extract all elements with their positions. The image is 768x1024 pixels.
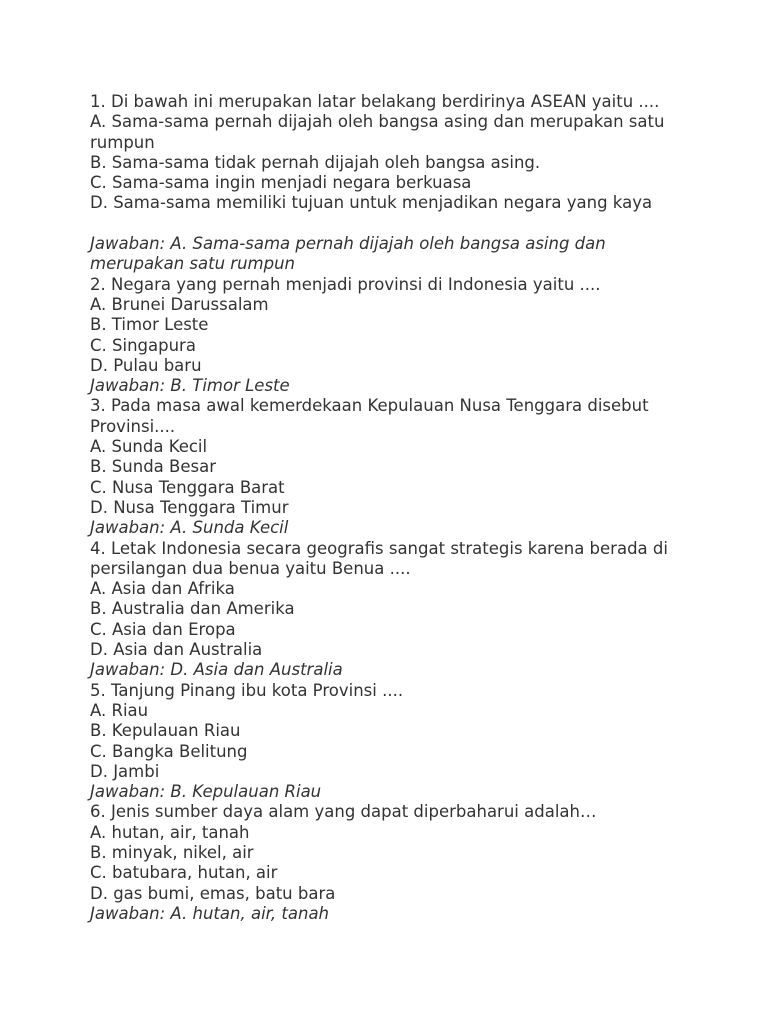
option-b: B. Timor Leste [90, 315, 209, 335]
answer-text: Jawaban: A. hutan, air, tanah [90, 903, 330, 923]
question-block-5 [90, 681, 690, 803]
question-text: 5. Tanjung Pinang ibu kota Provinsi .... [90, 680, 404, 700]
blank-line [90, 214, 690, 234]
option-c: C. Bangka Belitung [90, 741, 248, 761]
option-c: C. batubara, hutan, air [90, 863, 278, 883]
answer-text: Jawaban: D. Asia dan Australia [90, 660, 343, 680]
question-text: 3. Pada masa awal kemerdekaan Kepulauan Nusa Tenggara disebut Provinsi.... [90, 396, 649, 436]
question-block-2 [90, 275, 690, 397]
option-a: A. Sama-sama pernah dijajah oleh bangsa asing dan merupakan satu rumpun [90, 112, 665, 152]
option-a: A. Brunei Darussalam [90, 294, 269, 314]
option-d: D. gas bumi, emas, batu bara [90, 883, 336, 903]
option-b: B. minyak, nikel, air [90, 842, 254, 862]
option-b: B. Sunda Besar [90, 457, 216, 477]
answer-text: Jawaban: B. Timor Leste [90, 376, 290, 396]
question-text: 4. Letak Indonesia secara geografis sangat strategis karena berada di persilangan dua benua yaitu Benua .... [90, 538, 668, 578]
question-block-6 [90, 802, 690, 924]
option-b: B. Australia dan Amerika [90, 599, 295, 619]
question-block-1 [90, 92, 690, 275]
option-a: A. hutan, air, tanah [90, 822, 250, 842]
option-d: D. Sama-sama memiliki tujuan untuk menjadikan negara yang kaya [90, 193, 653, 213]
option-d: D. Asia dan Australia [90, 640, 263, 660]
option-b: B. Sama-sama tidak pernah dijajah oleh bangsa asing. [90, 152, 541, 172]
option-d: D. Pulau baru [90, 355, 202, 375]
option-c: C. Sama-sama ingin menjadi negara berkuasa [90, 173, 472, 193]
option-c: C. Nusa Tenggara Barat [90, 477, 285, 497]
question-text: 2. Negara yang pernah menjadi provinsi di Indonesia yaitu .... [90, 274, 601, 294]
option-c: C. Singapura [90, 335, 196, 355]
option-a: A. Riau [90, 700, 149, 720]
answer-text: Jawaban: A. Sunda Kecil [90, 518, 289, 538]
question-text: 6. Jenis sumber daya alam yang dapat diperbaharui adalah… [90, 802, 597, 822]
question-block-4 [90, 539, 690, 681]
option-b: B. Kepulauan Riau [90, 721, 241, 741]
option-d: D. Jambi [90, 761, 160, 781]
answer-text: Jawaban: A. Sama-sama pernah dijajah oleh bangsa asing dan merupakan satu rumpun [90, 234, 606, 274]
option-a: A. Asia dan Afrika [90, 579, 235, 599]
question-text: 1. Di bawah ini merupakan latar belakang berdirinya ASEAN yaitu .... [90, 92, 660, 111]
option-d: D. Nusa Tenggara Timur [90, 497, 289, 517]
option-c: C. Asia dan Eropa [90, 619, 236, 639]
question-block-3 [90, 396, 690, 538]
quiz-document [90, 92, 690, 924]
option-a: A. Sunda Kecil [90, 437, 208, 457]
answer-text: Jawaban: B. Kepulauan Riau [90, 782, 322, 802]
